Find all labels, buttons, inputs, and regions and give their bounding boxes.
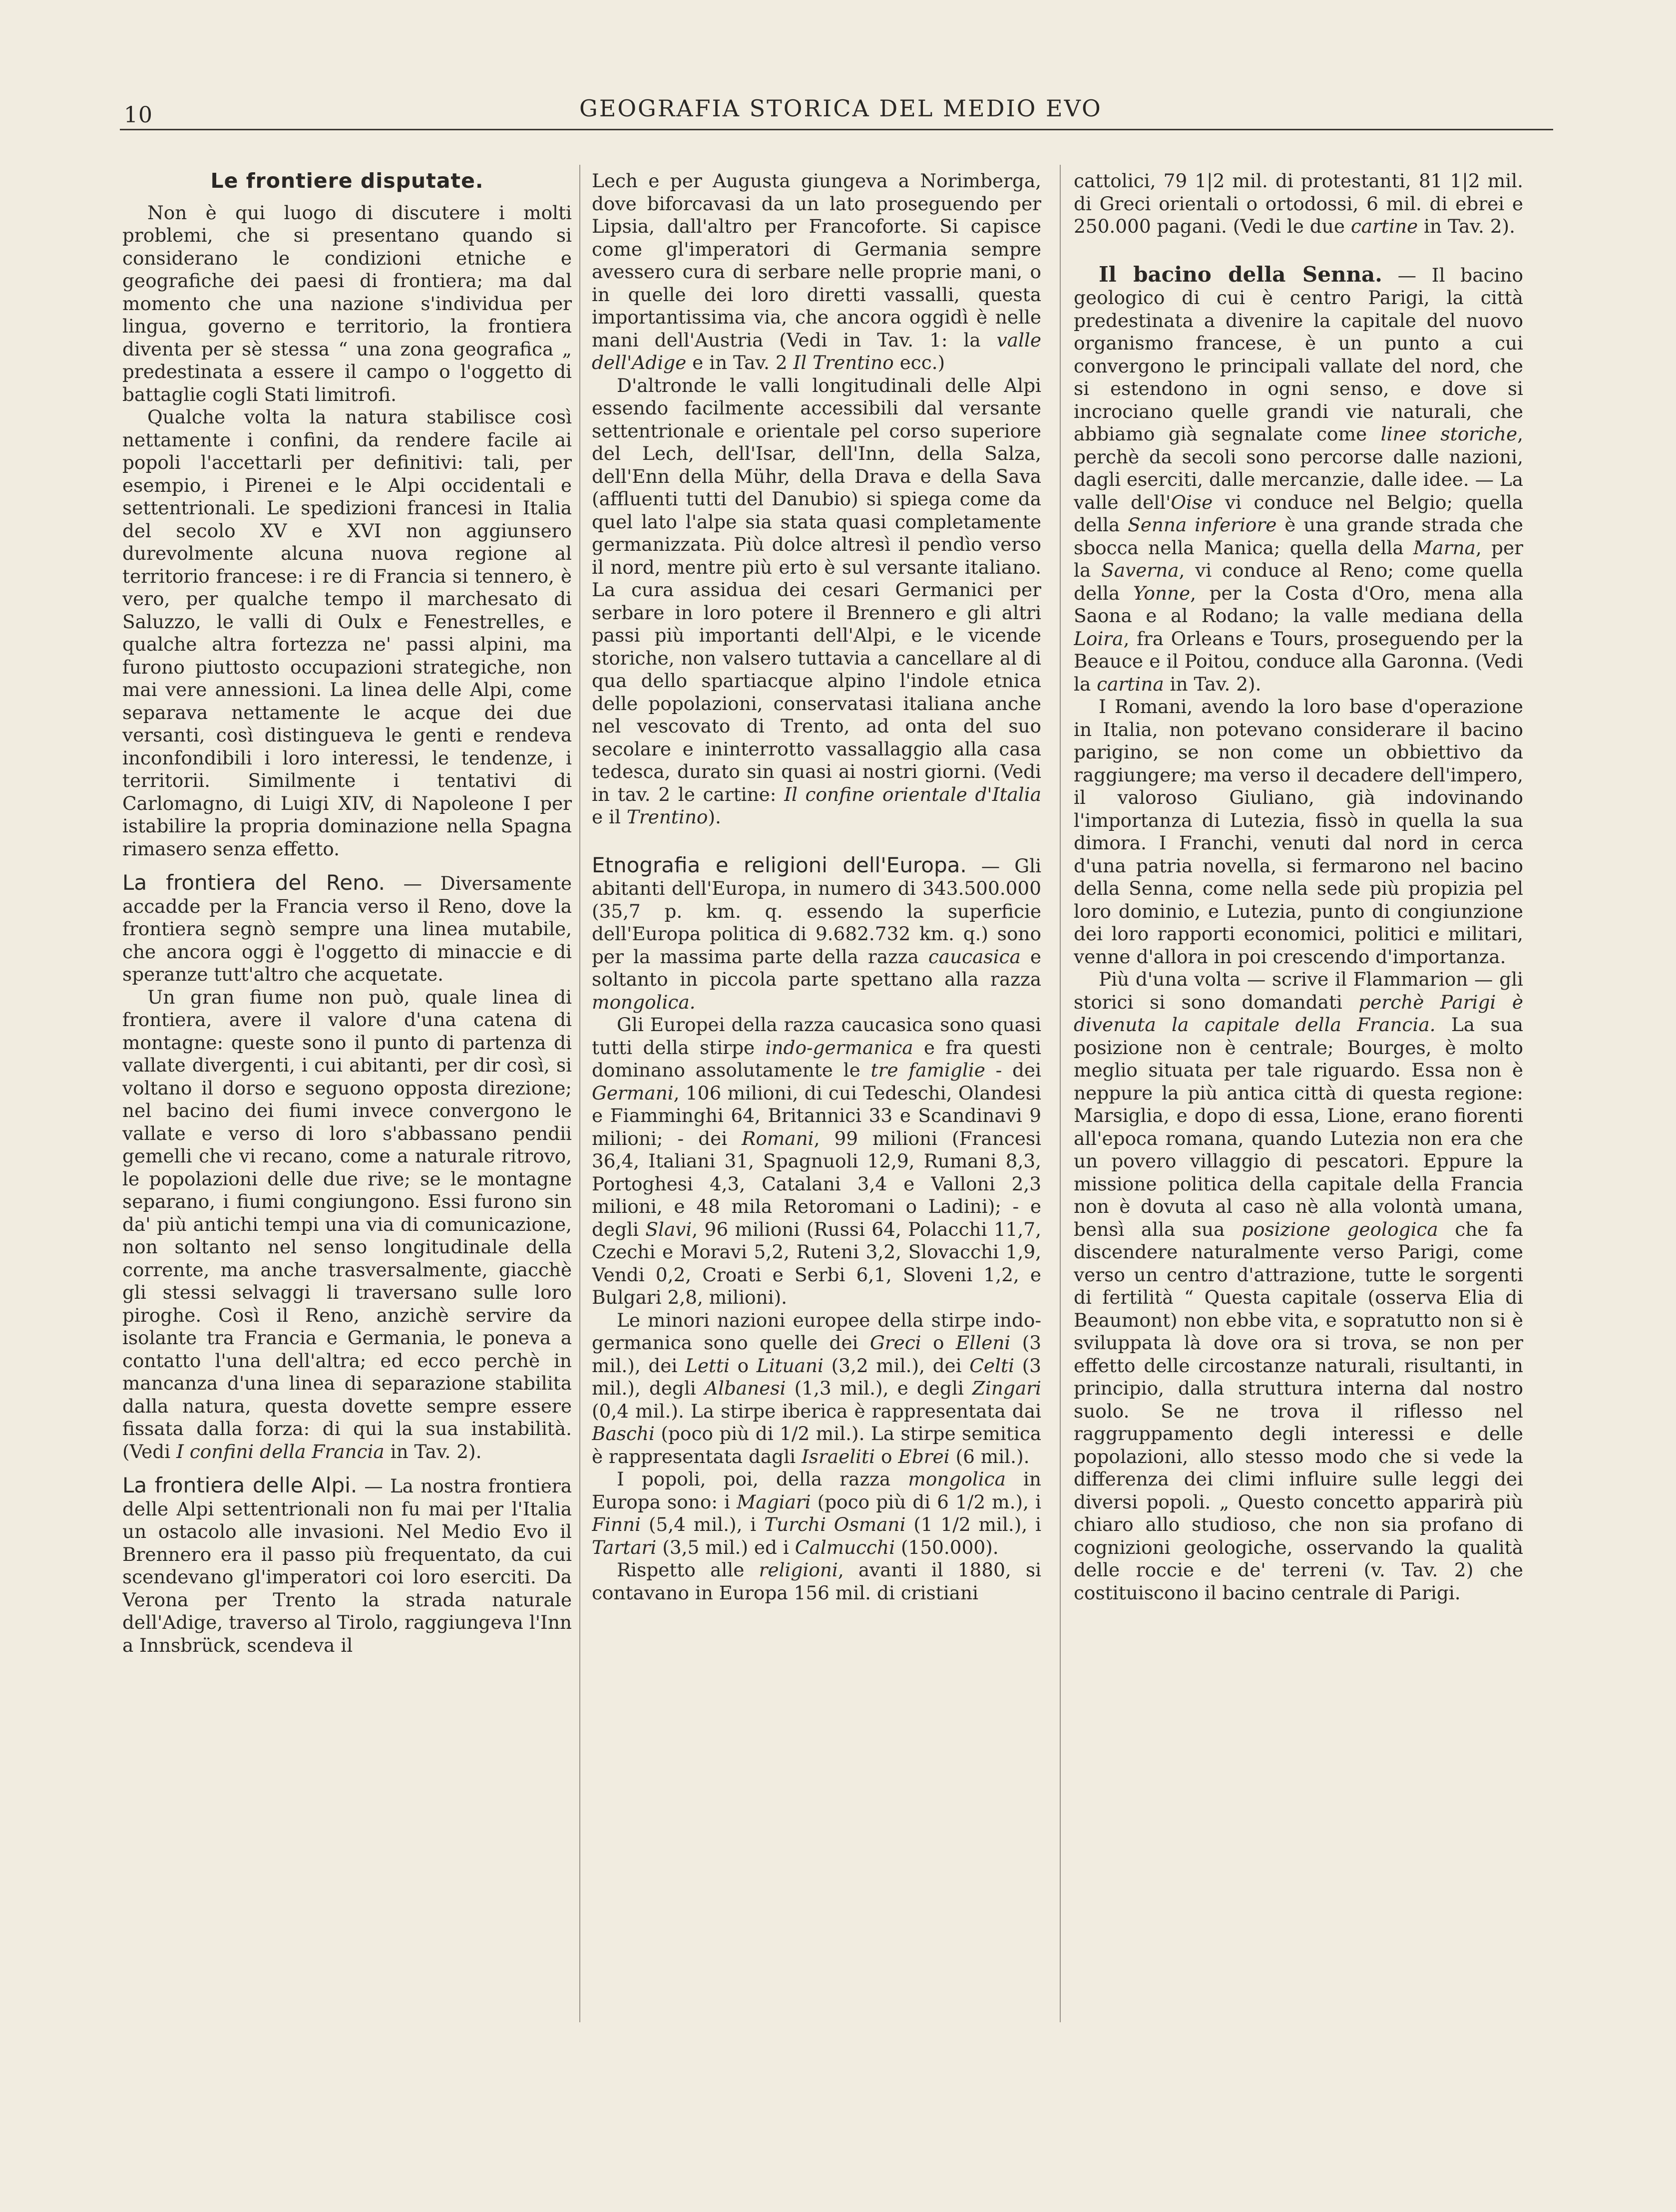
emphasis: Finni xyxy=(592,1513,641,1535)
text: Lech e per Augusta giungeva a Norimberga, dove biforcavasi da un lato proseguendo per Lipsia, dall'altro per Francoforte. Si capisce come gl'imperatori di Germania sempre avessero cura di serbare nelle proprie mani, o in quelle dei loro diretti vassalli, questa importantissima via, che ancora oggidì è nelle mani dell'Austria (Vedi in Tav. 1: la xyxy=(592,170,1041,351)
side-title-senna: Il bacino della Senna. xyxy=(1099,262,1382,287)
emphasis: religioni xyxy=(759,1559,838,1581)
emphasis: Loira xyxy=(1074,627,1124,650)
text: è una grande strada che sbocca nella Manica; quella della xyxy=(1074,514,1523,559)
paragraph: Non è qui luogo di discutere i molti problemi, che si presentano quando si considerano le condizioni etniche e geografiche dei paesi di frontiera; ma dal momento che una nazione s'individua per lingua, governo e territorio, la frontiera diventa per sè stessa “ una zona geografica „ predestinata a essere il campo o l'oggetto di battaglie cogli Stati limitrofi. xyxy=(122,201,572,405)
emphasis: Marna xyxy=(1413,536,1476,559)
text: , vi conduce al Reno; come quella della xyxy=(1074,559,1523,604)
emphasis: tre famiglie xyxy=(870,1059,985,1081)
column-left xyxy=(122,170,572,2162)
map-reference: I confini della Francia xyxy=(176,1440,385,1463)
text: — Gli abitanti dell'Europa, in numero di 343.500.000 (35,7 p. km. q. essendo la superficie dell'Europa politica di 9.682.732 km. q.) sono per la massima parte della razza xyxy=(592,854,1041,968)
text: ). xyxy=(708,806,721,828)
column-right xyxy=(1074,170,1523,2162)
paragraph-alpi xyxy=(122,1474,572,1657)
running-head: GEOGRAFIA STORICA DEL MEDIO EVO xyxy=(579,95,1102,122)
emphasis: caucasica xyxy=(928,945,1021,968)
emphasis: Ebrei xyxy=(898,1445,950,1468)
text: ecc.) xyxy=(899,352,945,373)
paragraph xyxy=(592,1309,1041,1469)
column-rule-1 xyxy=(579,165,580,2022)
emphasis: Magiari xyxy=(736,1490,811,1513)
text: (5,4 mil.), i xyxy=(648,1513,757,1535)
emphasis: Senna inferiore xyxy=(1128,514,1277,536)
text: e soltanto in piccola parte spettano alla razza xyxy=(592,945,1041,990)
paragraph xyxy=(592,1014,1041,1309)
text: La sua posizione non è centrale; Bourges, è molto meglio situata per tale riguardo. Essa non è neppure la più antica città di questa regione: Marsiglia, e dopo di essa, Lione, erano fiorenti all'epoca romana, quando Lutezia non era che un povero villaggio di pescatori. Eppure la missione politica della capitale della Francia non è dovuta al caso nè alla volontà umana, bensì alla sua xyxy=(1074,1014,1523,1240)
emphasis: linee storiche xyxy=(1380,423,1518,445)
emphasis: Romani xyxy=(742,1127,814,1149)
text: — La nostra frontiera delle Alpi settentrionali non fu mai per l'Italia un ostacolo alle invasioni. Nel Medio Evo il Brennero era il passo più frequentato, da cui scendevano gl'imperatori coi loro eserciti. Da Verona per Trento la strada naturale dell'Adige, traverso al Tirolo, raggiungeva l'Inn a Innsbrück, scendeva il xyxy=(122,1475,572,1656)
text: , avanti il 1880, si contavano in Europa 156 mil. di cristiani xyxy=(592,1559,1041,1604)
emphasis: Celti xyxy=(969,1354,1014,1377)
section-title-frontiere: Le frontiere disputate. xyxy=(210,170,484,193)
text: e in Tav. 2 xyxy=(692,352,788,373)
text: cattolici, 79 1|2 mil. di protestanti, 81 1|2 mil. di Greci orientali o ortodossi, 6 mil. di ebrei e 250.000 pagani. (Vedi le due xyxy=(1074,170,1523,237)
map-reference: Il Trentino xyxy=(793,352,894,373)
text: Le minori nazioni europee della stirpe indo-germanica sono quelle dei xyxy=(592,1309,1041,1354)
paragraph xyxy=(122,986,572,1464)
map-reference: valle dell'Adige xyxy=(592,329,1041,373)
text: (1,3 mil.), e degli xyxy=(794,1377,964,1399)
text: o xyxy=(933,1332,944,1354)
header-rule xyxy=(120,129,1553,130)
emphasis: Yonne xyxy=(1133,582,1191,604)
emphasis: Tartari xyxy=(592,1536,657,1558)
text: Rispetto alle xyxy=(617,1559,745,1581)
text: (3,2 mil.), dei xyxy=(831,1354,962,1377)
text: , 96 milioni (Russi 64, Polacchi 11,7, Czechi e Moravi 5,2, Ruteni 3,2, Slovacchi 1,9, Vendi 0,2, Croati e Serbi 6,1, Sloveni 1,2, e Bulgari 2,8, milioni). xyxy=(592,1218,1041,1308)
text: (poco più di 1/2 mil.). La stirpe semitica è rappresentata dagli xyxy=(592,1423,1041,1468)
text: (3 mil.), degli xyxy=(592,1354,1041,1399)
emphasis: Oise xyxy=(1171,491,1213,513)
emphasis: Elleni xyxy=(955,1332,1011,1354)
text: in Tav. 2). xyxy=(1424,215,1516,237)
paragraph xyxy=(1074,170,1523,238)
text: (0,4 mil.). La stirpe iberica è rappresentata dai xyxy=(592,1400,1041,1422)
text: (3 mil.), dei xyxy=(592,1332,1041,1377)
emphasis: mongolica xyxy=(908,1468,1006,1490)
text: (150.000). xyxy=(900,1536,999,1558)
emphasis: indo-germanica xyxy=(765,1036,913,1059)
text: D'altronde le valli longitudinali delle Alpi essendo facilmente accessibili dal versante settentrionale e orientale pel corso superiore del Lech, dell'Isar, dell'Inn, della Salza, dell'Enn della Mühr, della Drava e della Sava (affluenti tutti del Danubio) si spiega come da quel lato l'alpe sia stata quasi completamente germanizzata. Più dolce altresì il pendìo verso il nord, mentre più erto è sul versante italiano. La cura assidua dei cesari Germanici per serbare in loro potere il Brennero e gli altri passi più importanti dell'Alpi, e le vicende storiche, non valsero tuttavia a cancellare al di qua dello spartiacque alpino l'indole etnica delle popolazioni, conservatasi italiana anche nel vescovato di Trento, ad onta del suo secolare e ininterrotto vassallaggio alla casa tedesca, durato sin quasi ai nostri giorni. (Vedi in tav. 2 le cartine: xyxy=(592,374,1041,805)
text: o xyxy=(737,1354,749,1377)
text: Gli Europei della razza caucasica sono quasi tutti della stirpe xyxy=(592,1014,1041,1059)
text: , per la Costa d'Oro, mena alla Saona e al Rodano; la valle mediana della xyxy=(1074,582,1523,627)
emphasis: Albanesi xyxy=(704,1377,786,1399)
text: e il xyxy=(592,806,621,828)
text: o xyxy=(881,1445,892,1468)
text: Un gran fiume non può, quale linea di frontiera, avere il valore d'una catena di montagne: queste sono il punto di partenza di vallate divergenti, i cui abitanti, per dir così, si voltano il dorso e seguono opposta direzione; nel bacino dei fiumi invece convergono le vallate e verso di loro s'abbassano pendii gemelli che vi recano, come a naturale ritrovo, le popolazioni delle due rive; se le montagne separano, i fiumi congiungono. Essi furono sin da' più antichi tempi una via di comunicazione, non soltanto nel senso longitudinale della corrente, ma anche trasversalmente, giacchè gli stessi selvaggi li traversano sulle loro piroghe. Così il Reno, anzichè servire da isolante tra Francia e Germania, le poneva a contatto l'una dell'altra; ed ecco perchè in mancanza d'una linea di separazione stabilita dalla natura, questa dovette sempre essere fissata dalla forza: di qui la sua instabilità. (Vedi xyxy=(122,986,572,1463)
paragraph-reno xyxy=(122,871,572,986)
side-title-alpi: La frontiera delle Alpi. xyxy=(122,1473,358,1497)
text: , 99 milioni (Francesi 36,4, Italiani 31, Spagnuoli 12,9, Rumani 8,3, Portoghesi 4,3, Catalani 3,4 e Valloni 2,3 milioni, e 48 mila Retoromani o Ladini); - e degli xyxy=(592,1127,1041,1240)
paragraph xyxy=(592,1559,1041,1604)
text: , fra Orleans e Tours, proseguendo per la Beauce e il Poitou, conduce alla Garonna. (Vedi la xyxy=(1074,627,1523,695)
emphasis: Saverna xyxy=(1101,559,1179,581)
page-number: 10 xyxy=(124,102,153,128)
map-reference: Trentino xyxy=(626,806,708,828)
paragraph xyxy=(1074,968,1523,1604)
paragraph xyxy=(592,1468,1041,1559)
text: in Europa sono: i xyxy=(592,1468,1041,1513)
paragraph xyxy=(592,170,1041,374)
emphasis: mongolica. xyxy=(592,991,696,1013)
side-title-etnografia: Etnografia e religioni dell'Europa. xyxy=(592,852,967,877)
emphasis: Baschi xyxy=(592,1423,655,1445)
emphasis: Lituani xyxy=(756,1354,824,1377)
text: Più d'una volta — scrive il Flammarion — gli storici si sono domandati xyxy=(1074,968,1523,1013)
map-reference: Il confine orientale d'Italia xyxy=(784,783,1041,805)
paragraph-etnografia xyxy=(592,854,1041,1014)
text: — Il bacino geologico di cui è centro Parigi, la città predestinata a divenire la capitale del nuovo organismo francese, è un punto a cui convergono le principali vallate del nord, che si estendono in ogni senso, e dove si incrociano quelle grandi vie naturali, che abbiamo già segnalate come xyxy=(1074,264,1523,445)
map-reference: cartina xyxy=(1097,673,1164,695)
text: in Tav. 2). xyxy=(1170,673,1261,695)
text: (3,5 mil.) ed i xyxy=(662,1536,789,1558)
emphasis: Calmucchi xyxy=(795,1536,895,1558)
text: , 106 milioni, di cui Tedeschi, Olandesi e Fiamminghi 64, Britannici 33 e Scandinavi 9 milioni; - dei xyxy=(592,1082,1041,1149)
text: (poco più di 6 1/2 m.), i xyxy=(817,1490,1041,1513)
emphasis: Israeliti xyxy=(801,1445,875,1468)
text: (6 mil.). xyxy=(955,1445,1030,1468)
emphasis: Germani xyxy=(592,1082,674,1104)
text: e fra questi dominano assolutamente le xyxy=(592,1036,1041,1081)
text: , per la xyxy=(1074,536,1523,581)
emphasis: Zingari xyxy=(972,1377,1041,1399)
column-middle xyxy=(592,170,1041,2162)
emphasis: Turchi Osmani xyxy=(764,1513,906,1535)
text: , perchè da secoli sono percorse dalle nazioni, dagli eserciti, dalle mercanzie, dalle idee. — La valle dell' xyxy=(1074,423,1523,513)
text: (1 1/2 mil.), i xyxy=(913,1513,1041,1535)
paragraph: I Romani, avendo la loro base d'operazione in Italia, non potevano considerare il bacino parigino, se non come un obbiettivo da raggiungere; ma verso il decadere dell'impero, il valoroso Giuliano, già indovinando l'importanza di Lutezia, fissò in quella la sua dimora. I Franchi, venuti dal nord in cerca d'una patria novella, si fermarono nel bacino della Senna, come nella sede più propizia pel loro dominio, e Lutezia, punto di congiunzione dei loro rapporti economici, politici e militari, venne d'allora in poi crescendo d'importanza. xyxy=(1074,696,1523,968)
paragraph-senna xyxy=(1074,263,1523,696)
column-rule-2 xyxy=(1060,165,1061,2022)
text: che fa discendere naturalmente verso Parigi, come verso un centro d'attrazione, tutte le sorgenti di fertilità “ Questa capitale (osserva Elia di Beaumont) non ebbe vita, e sopratutto non si è sviluppata là dove ora si trova, se non per effetto delle circostanze naturali, risultanti, in principio, dalla struttura interna dal nostro suolo. Se ne trova il riflesso nel raggruppamento degli interessi e delle popolazioni, allo stesso modo che si vede la differenza dei climi influire sulle leggi dei diversi popoli. „ Questo concetto apparirà più chiaro allo studioso, che non sia profano di cognizioni geologiche, osservando la qualità delle roccie e de' terreni (v. Tav. 2) che costituiscono il bacino centrale di Parigi. xyxy=(1074,1218,1523,1604)
side-title-reno: La frontiera del Reno. xyxy=(122,870,386,895)
text: - dei xyxy=(995,1059,1041,1081)
map-reference: cartine xyxy=(1350,215,1418,237)
emphasis: posizione geologica xyxy=(1241,1218,1438,1240)
emphasis: Letti xyxy=(685,1354,730,1377)
text: — Diversamente accadde per la Francia verso il Reno, dove la frontiera segnò sempre una linea mutabile, che ancora oggi è l'oggetto di minaccie e di speranze tutt'altro che acquetate. xyxy=(122,872,572,985)
text: vi conduce nel Belgio; quella della xyxy=(1074,491,1523,536)
emphasis: perchè Parigi è divenuta la capitale della Francia. xyxy=(1074,991,1523,1036)
text: in Tav. 2). xyxy=(390,1440,482,1463)
text: I popoli, poi, della razza xyxy=(617,1468,891,1490)
emphasis: Slavi xyxy=(645,1218,692,1240)
paragraph: Qualche volta la natura stabilisce così nettamente i confini, da rendere facile ai popoli l'accettarli per definitivi: tali, per esempio, i Pirenei e le Alpi occidentali e settentrionali. Le spedizioni francesi in Italia del secolo XV e XVI non aggiunsero durevolmente alcuna nuova regione al territorio francese: i re di Francia si tennero, è vero, per qualche tempo il marchesato di Saluzzo, le valli di Oulx e Fenestrelles, e qualche altra fortezza ne' passi alpini, ma furono piuttosto occupazioni strategiche, non mai vere annessioni. La linea delle Alpi, come separava nettamente le acque dei due versanti, così distingueva le genti e rendeva inconfondibili i loro interessi, le tendenze, i territorii. Similmente i tentativi di Carlomagno, di Luigi XIV, di Napoleone I per istabilire la propria dominazione nella Spagna rimasero senza effetto. xyxy=(122,406,572,860)
emphasis: Greci xyxy=(869,1332,921,1354)
paragraph xyxy=(592,374,1041,829)
